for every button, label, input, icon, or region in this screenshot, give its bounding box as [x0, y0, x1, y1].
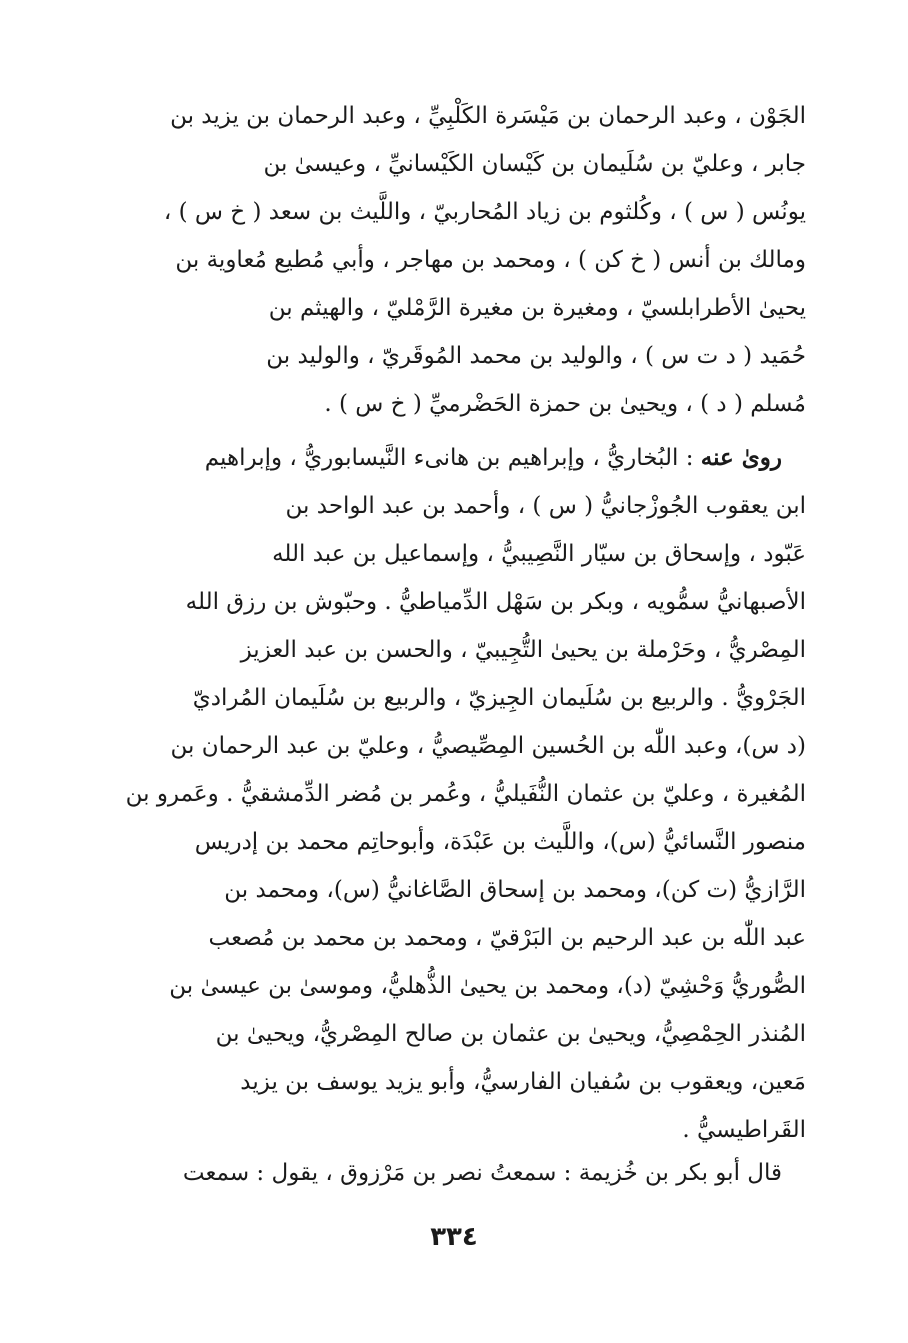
text-line: جابر ، وعليّ بن سُلَيمان بن كَيْسان الكَيْسانيِّ ، وعيسىٰ بن — [263, 151, 806, 177]
text-line: منصور النَّسائيُّ (س)، واللَّيث بن عَبْدَة، وأبوحاتِم محمد بن إدريس — [194, 829, 806, 855]
paragraph-narrators-from — [80, 92, 806, 428]
text-line: ابن يعقوب الجُوزْجانيُّ ( س ) ، وأحمد بن عبد الواحد بن — [285, 493, 806, 519]
text-line: مَعين، ويعقوب بن سُفيان الفارسيُّ، وأبو يزيد يوسف بن يزيد — [240, 1069, 806, 1095]
text-line: القَراطيسيُّ . — [682, 1117, 806, 1143]
text-line: الجَرْويُّ . والربيع بن سُلَيمان الجِيزيّ ، والربيع بن سُلَيمان المُراديّ — [192, 685, 806, 711]
paragraph-narrated-by — [80, 434, 806, 1154]
text-line: المُغيرة ، وعليّ بن عثمان النُّفَيليُّ ، وعُمر بن مُضر الدِّمشقيُّ . وعَمرو بن — [125, 781, 806, 807]
text-line: عبد اللّٰه بن عبد الرحيم بن البَرْقيّ ، ومحمد بن محمد بن مُصعب — [208, 925, 806, 951]
text-line: الرَّازيُّ (ت كن)، ومحمد بن إسحاق الصَّاغانيُّ (س)، ومحمد بن — [224, 877, 806, 903]
text-line: ومالك بن أنس ( خ كن ) ، ومحمد بن مهاجر ، وأبي مُطيع مُعاوية بن — [175, 247, 806, 273]
text-line: المِصْريُّ ، وحَرْملة بن يحيىٰ التُّجِيبيّ ، والحسن بن عبد العزيز — [240, 637, 806, 663]
text-line: يونُس ( س ) ، وكُلثوم بن زياد المُحاربيّ ، واللَّيث بن سعد ( خ س ) ، — [163, 199, 806, 225]
text-line-rest: : البُخاريُّ ، وإبراهيم بن هانىء النَّيسابوريُّ ، وإبراهيم — [204, 445, 701, 471]
paragraph-quote — [80, 1149, 806, 1197]
text-line: المُنذر الحِمْصِيُّ، ويحيىٰ بن عثمان بن صالح المِصْريُّ، ويحيىٰ بن — [215, 1021, 806, 1047]
text-line: مُسلم ( د ) ، ويحيىٰ بن حمزة الحَضْرميِّ ( خ س ) . — [324, 391, 806, 417]
text-line: يحيىٰ الأطرابلسيّ ، ومغيرة بن مغيرة الرَّمْليّ ، والهيثم بن — [268, 295, 806, 321]
text-line: الجَوْن ، وعبد الرحمان بن مَيْسَرة الكَلْبِيِّ ، وعبد الرحمان بن يزيد بن — [170, 103, 806, 129]
text-line: عَبّود ، وإسحاق بن سيّار النَّصِيبيُّ ، وإسماعيل بن عبد الله — [272, 541, 806, 567]
text-line-first — [80, 434, 806, 482]
text-line: الأصبهانيُّ سمُّويه ، وبكر بن سَهْل الدِّمياطيُّ . وحبّوش بن رزق الله — [185, 589, 806, 615]
section-label: روىٰ عنه — [700, 444, 782, 471]
page-number: ٣٣٤ — [430, 1222, 478, 1252]
text-line: قال أبو بكر بن خُزيمة : سمعتُ نصر بن مَرْزوق ، يقول : سمعت — [182, 1160, 782, 1186]
text-line: الصُّوريُّ وَحْشِيّ (د)، ومحمد بن يحيىٰ الذُّهليُّ، وموسىٰ بن عيسىٰ بن — [169, 973, 806, 999]
text-line: (د س)، وعبد اللّٰه بن الحُسين المِصِّيصيُّ ، وعليّ بن عبد الرحمان بن — [170, 733, 806, 759]
text-line: حُمَيد ( د ت س ) ، والوليد بن محمد المُوقَريّ ، والوليد بن — [266, 343, 806, 369]
